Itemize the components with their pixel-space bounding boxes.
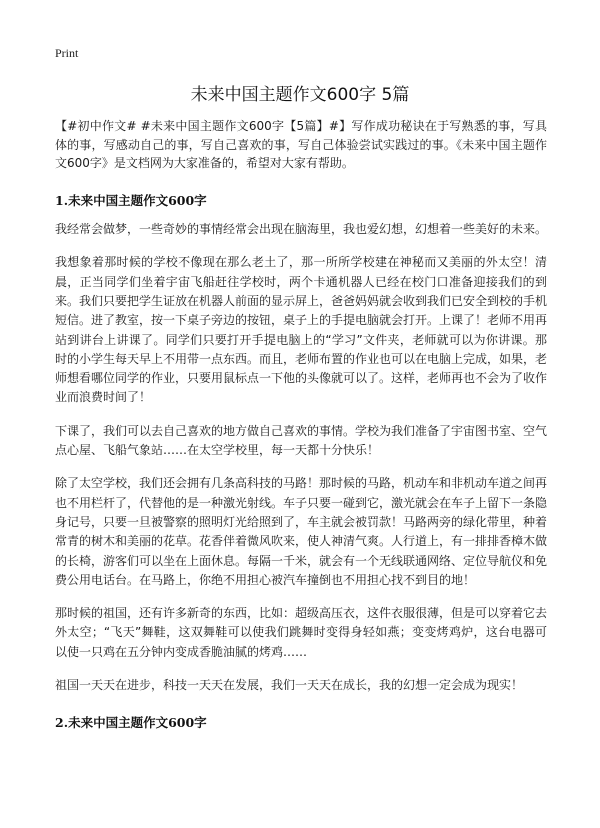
section-number: 1. [55,193,69,209]
body-paragraph: 下课了，我们可以去自己喜欢的地方做自己喜欢的事情。学校为我们准备了宇宙图书室、空气点心屋、飞船气象站……在太空学校里，每一天都十分快乐！ [55,423,548,458]
body-paragraph: 祖国一天天在进步，科技一天天在发展，我们一天天在成长，我的幻想一定会成为现实！ [55,678,524,693]
body-paragraph: 我经常会做梦，一些奇妙的事情经常会出现在脑海里，我也爱幻想，幻想着一些美好的未来。 [55,222,548,237]
page-title: 未来中国主题作文600字 5篇 [190,85,410,105]
intro-paragraph: 【#初中作文# #未来中国主题作文600字【5篇】#】写作成功秘诀在于写熟悉的事，写具体的事，写感动自己的事，写自己喜欢的事，写自己体验尝试实践过的事。《未来中国主题作文600字》是文档网为大家准备的，希望对大家有帮助。 [55,119,547,171]
body-paragraph: 我想象着那时候的学校不像现在那么老土了，那一所所学校建在神秘而又美丽的外太空！清晨，正当同学们坐着宇宙飞船赶往学校时，两个卡通机器人已经在校门口准备迎接我们的到来。我们只要把学生证放在机器人前面的显示屏上，爸爸妈妈就会收到我们已安全到校的手机短信。进了教室，按一下桌子旁边的按钮，桌子上的手提电脑就会打开。上课了！老师不用再站到讲台上讲课了。同学们只要打开手提电脑上的“学习”文件夹，老师就可以为你讲课。那时的小学生每天早上不用带一点东西。而且，老师布置的作业也可以在电脑上完成，如果，老师想看哪位同学的作业，只要用鼠标点一下他的头像就可以了。这样，老师再也不会为了收作业而浪费时间了！ [55,255,548,405]
section-heading-2 [55,713,547,731]
body-paragraph: 除了太空学校，我们还会拥有几条高科技的马路！那时候的马路，机动车和非机动车道之间再也不用栏杆了，代替他的是一种激光射线。车子只要一碰到它，激光就会在车子上留下一条隐身记号，只要一旦被警察的照明灯光给照到了，车主就会被罚款！马路两旁的绿化带里，种着常青的树木和美丽的花草。花香伴着微风吹来，使人神清气爽。人行道上，有一排排香樟木做的长椅，游客们可以坐在上面休息。每隔一千米，就会有一个无线联通网络、定位导航仪和免费公用电话台。在马路上，你绝不用担心被汽车撞倒也不用担心找不到目的地！ [55,476,548,587]
document-body [55,117,547,742]
section-heading-1 [55,191,547,209]
section-title: 未来中国主题作文600字 [68,715,207,731]
body-paragraph: 那时候的祖国，还有许多新奇的东西，比如：超级高压衣，这件衣服很薄，但是可以穿着它去外太空；“飞天”舞鞋，这双舞鞋可以使我们跳舞时变得身轻如燕；变变烤鸡炉，这台电器可以使一只鸡在五分钟内变成香脆油腻的烤鸡…… [55,606,548,659]
section-title: 未来中国主题作文600字 [68,193,207,209]
print-link[interactable]: Print [55,46,79,60]
section-number: 2. [55,715,69,731]
